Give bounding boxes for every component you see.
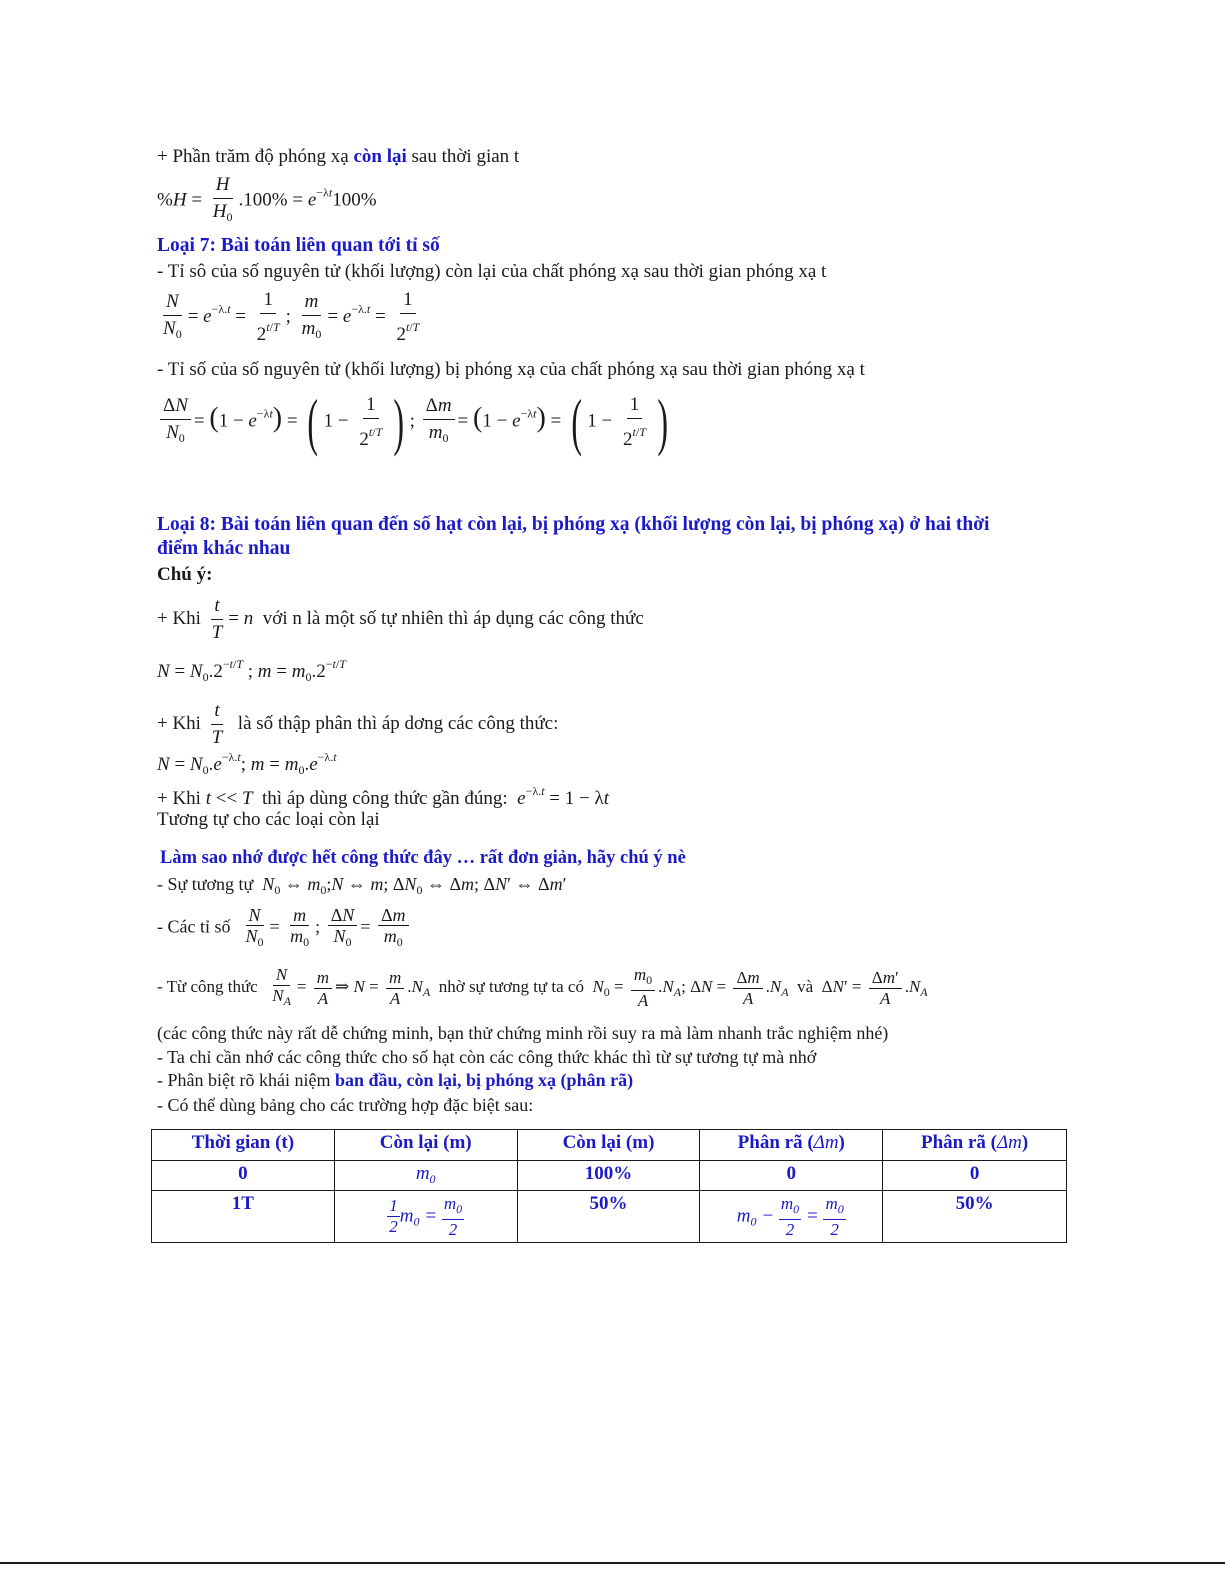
loai8-khi2: + Khi $\frac{t}{T}$ là số thập phân thì áp dơng các công thức: <box>157 700 559 748</box>
tips-remember: - Ta chỉ cần nhớ các công thức cho số hạt còn các công thức khác thì từ sự tương tự mà nhớ <box>157 1047 817 1067</box>
khi1-text: với n là một số tự nhiên thì áp dụng các công thức <box>262 607 644 629</box>
loai8-khi3: + Khi t << T thì áp dùng công thức gần đúng: $e^{-\lambda.t} = 1 - \lambda t$ <box>157 784 609 809</box>
tips-from-formula: - Từ công thức $\frac{N}{N_A}$ = $\frac{m}{A}$ ⇒ N = $\frac{m}{A}$ $.N_A$ nhờ sự tương tự ta có $N_0$ = $\frac{m_0}{A}$ $.N_A$; ΔN = $\frac{\Delta m}{A}$ $.N_A$ và ΔN′ = $\frac{\Delta m'}{A}$ $.N_A$ <box>157 965 928 1010</box>
loai8-heading-line2: điểm khác nhau <box>157 538 291 559</box>
tips-paren-note: (các công thức này rất dễ chứng minh, bạn thử chứng minh rồi suy ra mà làm nhanh trắc nghiệm nhé) <box>157 1023 889 1043</box>
page-bottom-rule <box>0 1562 1225 1564</box>
khi3-text: thì áp dùng công thức gần đúng: <box>262 788 508 809</box>
tips-analog: - Sự tương tự $N_0$ ⇔ $m_0;N$ ⇔ m; $\Delta N_0$ ⇔ Δm; ΔN′ ⇔ Δm′ <box>157 874 567 897</box>
khi1-prefix: + Khi <box>157 607 201 629</box>
loai7-line2: - Tỉ số của số nguyên tử (khối lượng) bị phóng xạ của chất phóng xạ sau thời gian phóng xạ t <box>157 359 865 380</box>
loai8-similar: Tương tự cho các loại còn lại <box>157 809 380 830</box>
cell-remain-percent: 100% <box>517 1161 700 1191</box>
from-label: - Từ công thức <box>157 976 258 996</box>
analog-label: - Sự tương tự <box>157 874 254 894</box>
cell-decay-percent: 0 <box>883 1161 1067 1191</box>
cell-decay-mass: 0 <box>700 1161 883 1191</box>
cell-remain-percent: 50% <box>517 1191 700 1243</box>
intro-highlight: còn lại <box>353 146 407 167</box>
from-mid: nhờ sự tương tự ta có <box>438 976 584 996</box>
ratio-label: - Các tỉ số <box>157 916 231 937</box>
distinguish-highlight: ban đầu, còn lại, bị phóng xạ (phân rã) <box>334 1070 634 1090</box>
cell-remain-mass: $\frac{1}{2}$ $m_0$ = $\frac{m_0}{2}$ <box>334 1191 517 1243</box>
table-row <box>152 1191 1067 1243</box>
cell-decay-mass: $m_0$ − $\frac{m_0}{2}$ = $\frac{m_0}{2}$ <box>700 1191 883 1243</box>
khi3-prefix: + Khi <box>157 788 201 809</box>
cell-time: 1T <box>152 1191 335 1243</box>
tips-heading: Làm sao nhớ được hết công thức đây … rất đơn giản, hãy chú ý nè <box>160 848 686 868</box>
loai7-line1: - Tỉ sô của số nguyên tử (khối lượng) còn lại của chất phóng xạ sau thời gian phóng xạ t <box>157 261 827 282</box>
header-decay-percent: Phân rã (Δm) <box>883 1130 1067 1161</box>
loai8-note: Chú ý: <box>157 564 213 585</box>
cell-remain-mass: $m_0$ <box>334 1161 517 1191</box>
khi2-prefix: + Khi <box>157 712 201 734</box>
formula-n-integer: $N = N_0.2^{-t/T}$ ; $m = m_0.2^{-t/T}$ <box>157 657 346 684</box>
formula-n-decimal: $N = N_0.e^{-\lambda.t}$; $m = m_0.e^{-\lambda.t}$ <box>157 750 337 777</box>
header-remain-mass: Còn lại (m) <box>334 1130 517 1161</box>
formula-remaining-ratio: $\frac{N}{N_0}$ = $e^{-\lambda.t}$ = $\frac{1}{2^{t/T}}$ ; $\frac{m}{m_0}$ = $e^{-\lambda.t}$ = $\frac{1}{2^{t/T}}$ <box>163 289 420 345</box>
formula-decayed-ratio: $\frac{\Delta N}{N_0}$ = $(1 - e^{-\lambda t})$ = ( 1 − $\frac{1}{2^{t/T}}$ ) ; $\frac{\Delta m}{m_0}$ = $(1 - e^{-\lambda t})$ = ( 1 − $\frac{1}{2^{t/T}}$ ) <box>157 390 673 454</box>
distinguish-label: - Phân biệt rõ khái niệm <box>157 1070 331 1090</box>
header-remain-percent: Còn lại (m) <box>517 1130 700 1161</box>
and-word: và <box>797 976 814 996</box>
formula-percent-h: %H = $\frac{H}{H_0}$ $.100\% = e^{-\lambda t}100\%$ <box>157 174 377 224</box>
intro-label: + Phần trăm độ phóng xạ <box>157 146 349 167</box>
loai8-heading-line1: Loại 8: Bài toán liên quan đến số hạt còn lại, bị phóng xạ (khối lượng còn lại, bị phóng xạ) ở hai thời <box>157 514 990 535</box>
header-time: Thời gian (t) <box>152 1130 335 1161</box>
intro-line <box>157 145 519 169</box>
intro-tail: sau thời gian t <box>411 146 520 167</box>
loai7-heading: Loại 7: Bài toán liên quan tới tỉ số <box>157 235 440 256</box>
cell-decay-percent: 50% <box>883 1191 1067 1243</box>
table-row <box>152 1161 1067 1191</box>
header-decay-mass: Phân rã (Δm) <box>700 1130 883 1161</box>
loai8-khi1: + Khi $\frac{t}{T}$ = n với n là một số tự nhiên thì áp dụng các công thức <box>157 595 644 643</box>
tips-ratio: - Các tỉ số $\frac{N}{N_0}$ = $\frac{m}{m_0}$ ; $\frac{\Delta N}{N_0}$ = $\frac{\Delta m}{m_0}$ <box>157 905 412 952</box>
table-header-row <box>152 1130 1067 1161</box>
cell-time: 0 <box>152 1161 335 1191</box>
special-cases-table <box>151 1129 1067 1243</box>
tips-distinguish <box>157 1068 633 1092</box>
khi2-text: là số thập phân thì áp dơng các công thức: <box>237 712 559 734</box>
tips-table-intro: - Có thể dùng bảng cho các trường hợp đặc biệt sau: <box>157 1095 534 1115</box>
